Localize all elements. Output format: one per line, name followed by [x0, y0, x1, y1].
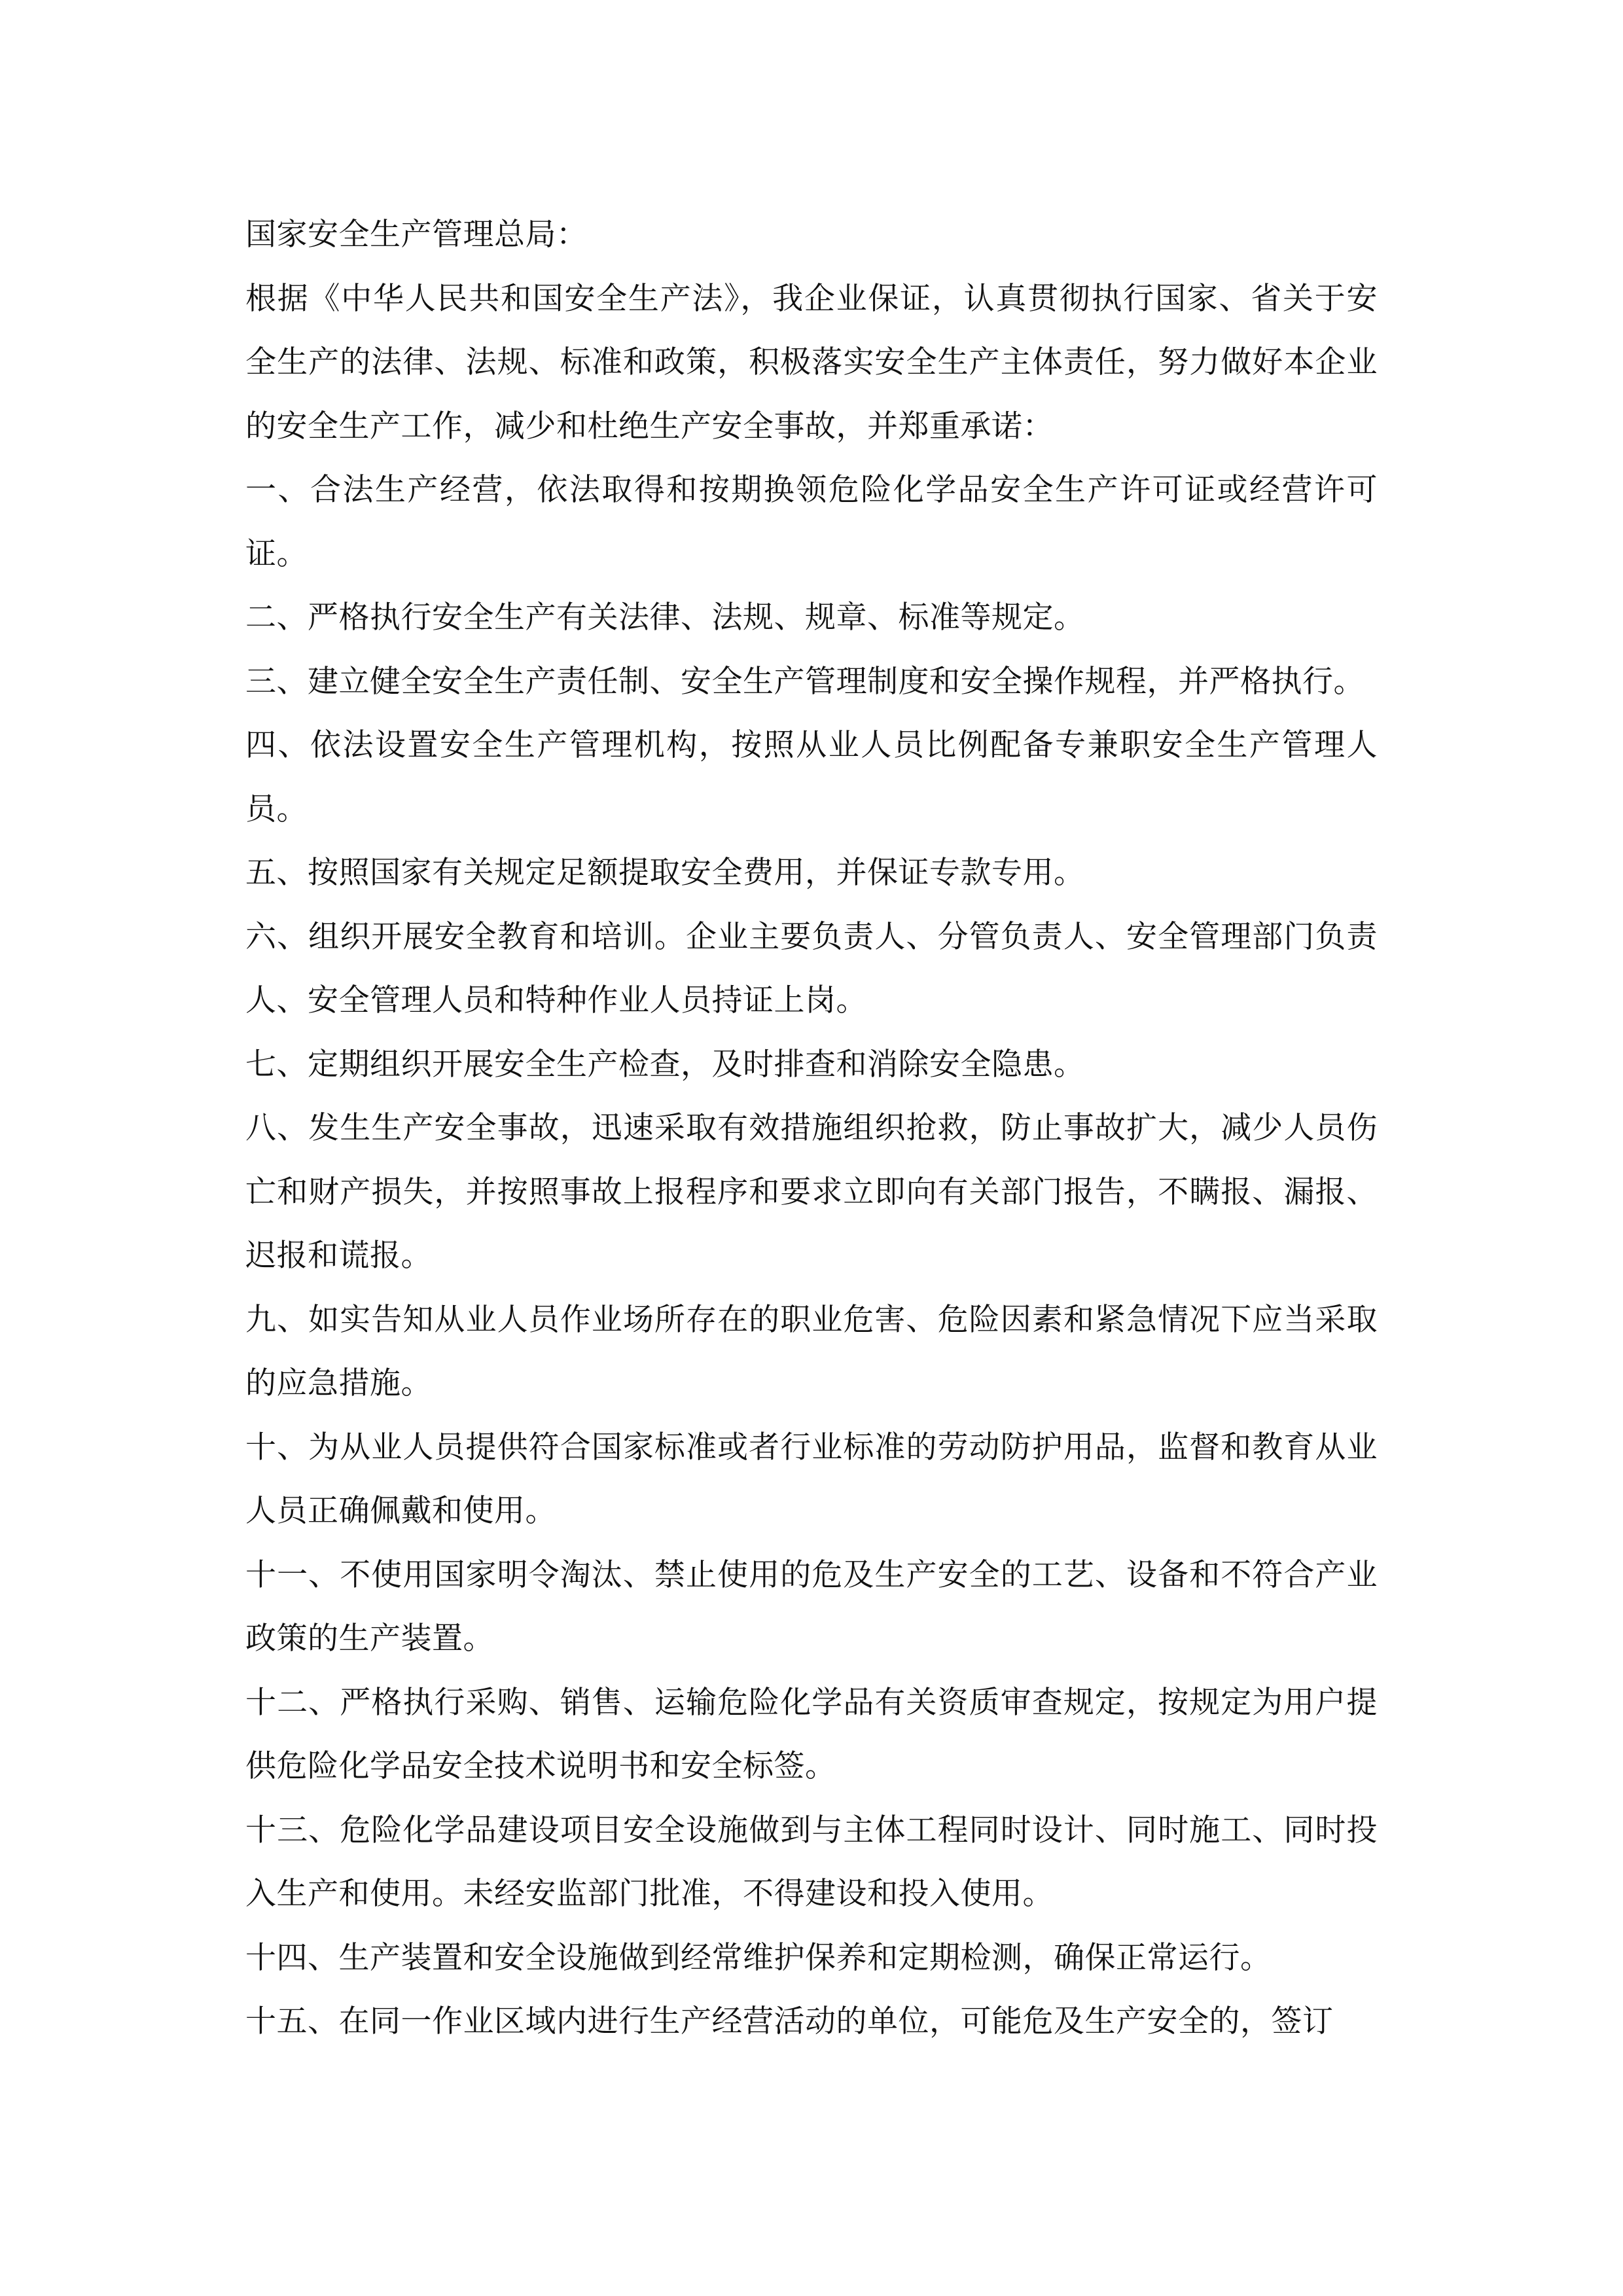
commitment-item: 一、合法生产经营，依法取得和按期换领危险化学品安全生产许可证或经营许可证。 [245, 472, 1378, 572]
commitment-item: 十二、严格执行采购、销售、运输危险化学品有关资质审查规定，按规定为用户提供危险化学品安全技术说明书和安全标签。 [245, 1684, 1378, 1784]
commitment-item: 八、发生生产安全事故，迅速采取有效措施组织抢救，防止事故扩大，减少人员伤亡和财产损失，并按照事故上报程序和要求立即向有关部门报告，不瞒报、漏报、迟报和谎报。 [245, 1110, 1378, 1274]
commitment-item: 九、如实告知从业人员作业场所存在的职业危害、危险因素和紧急情况下应当采取的应急措施。 [245, 1301, 1378, 1401]
commitment-item: 六、组织开展安全教育和培训。企业主要负责人、分管负责人、安全管理部门负责人、安全管理人员和特种作业人员持证上岗。 [245, 918, 1378, 1018]
commitment-item: 五、按照国家有关规定足额提取安全费用，并保证专款专用。 [245, 855, 1085, 891]
commitment-item: 四、依法设置安全生产管理机构，按照从业人员比例配备专兼职安全生产管理人员。 [245, 727, 1378, 827]
commitment-item: 十四、生产装置和安全设施做到经常维护保养和定期检测，确保正常运行。 [245, 1939, 1272, 1976]
document-body [245, 203, 1378, 2054]
intro-paragraph: 根据《中华人民共和国安全生产法》，我企业保证，认真贯彻执行国家、省关于安全生产的法律、法规、标准和政策，积极落实安全生产主体责任，努力做好本企业的安全生产工作，减少和杜绝生产安全事故，并郑重承诺： [245, 280, 1378, 444]
commitment-item: 十一、不使用国家明令淘汰、禁止使用的危及生产安全的工艺、设备和不符合产业政策的生产装置。 [245, 1556, 1378, 1657]
commitment-item: 三、建立健全安全生产责任制、安全生产管理制度和安全操作规程，并严格执行。 [245, 663, 1364, 700]
commitment-item: 十三、危险化学品建设项目安全设施做到与主体工程同时设计、同时施工、同时投入生产和使用。未经安监部门批准，不得建设和投入使用。 [245, 1812, 1378, 1912]
commitment-item: 十五、在同一作业区域内进行生产经营活动的单位，可能危及生产安全的，签订 [245, 2003, 1334, 2039]
commitment-item: 十、为从业人员提供符合国家标准或者行业标准的劳动防护用品，监督和教育从业人员正确佩戴和使用。 [245, 1429, 1378, 1529]
commitment-item: 七、定期组织开展安全生产检查，及时排查和消除安全隐患。 [245, 1046, 1085, 1083]
commitment-item: 二、严格执行安全生产有关法律、法规、规章、标准等规定。 [245, 600, 1085, 636]
salutation: 国家安全生产管理总局： [245, 217, 588, 253]
